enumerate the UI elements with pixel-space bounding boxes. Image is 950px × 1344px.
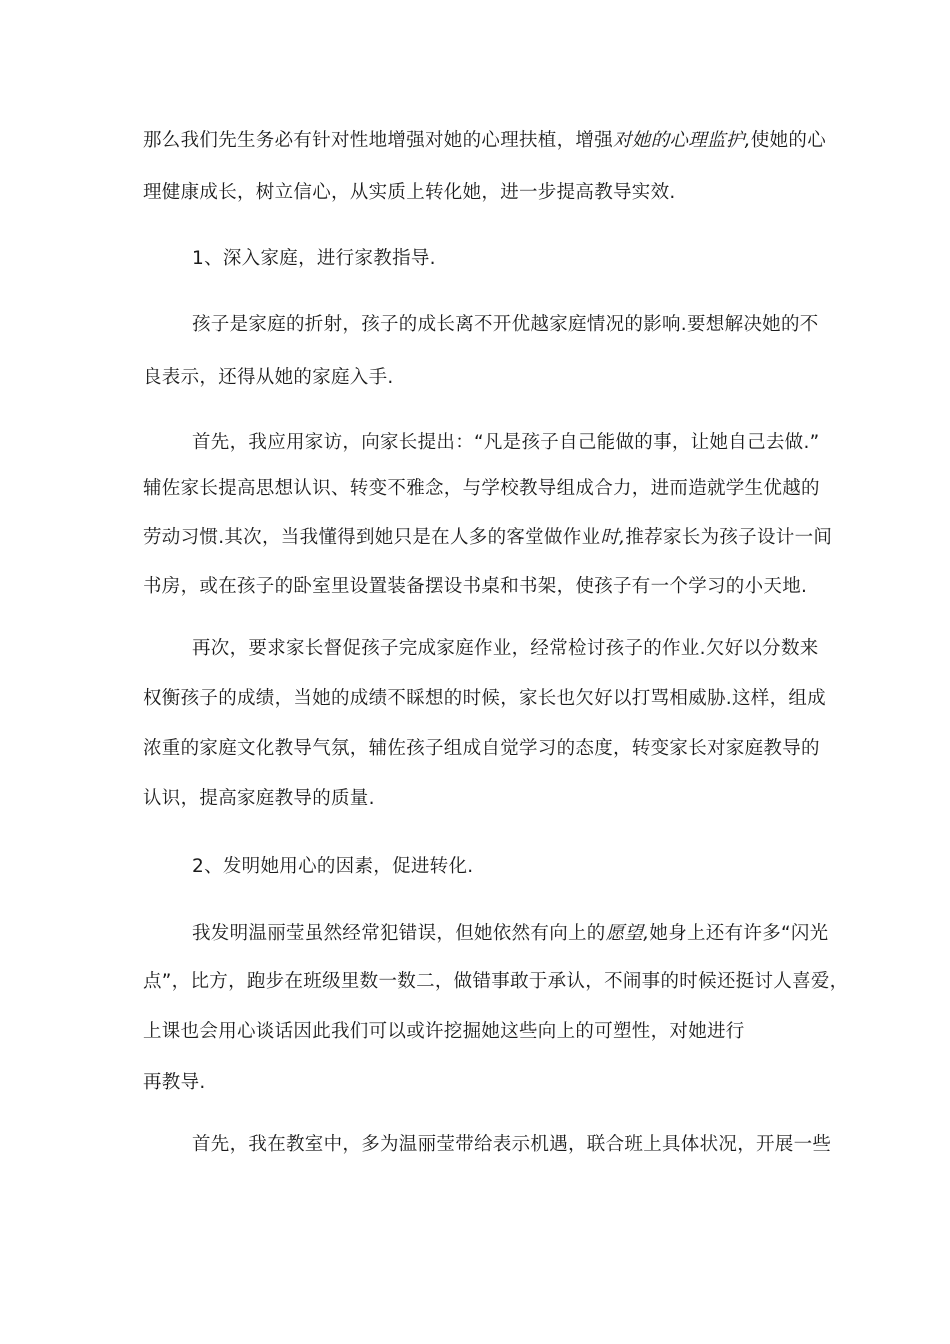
text-run: 认识，提高家庭教导的质量.: [143, 788, 375, 809]
text-run: 书房，或在孩子的卧室里设置装备摆设书桌和书架，使孩子有一个学习的小天地.: [143, 576, 808, 597]
section-heading: [192, 855, 473, 879]
text-run: 良表示，还得从她的家庭入手.: [143, 367, 394, 388]
text-line: [143, 970, 849, 994]
text-line: [143, 1020, 745, 1044]
italic-run: 愿望,: [605, 923, 650, 944]
text-line: [143, 526, 832, 550]
text-run: 劳动习惯.其次，当我懂得到她只是在人多的客堂做作业: [143, 527, 601, 548]
text-line: [192, 431, 820, 455]
italic-run: 时,: [600, 527, 626, 548]
text-run: 点”，比方，跑步在班级里数一数二，做错事敢于承认，不闹事的时候还挺讨人喜爱，: [143, 971, 849, 992]
text-line: [143, 687, 826, 711]
text-line: [143, 477, 820, 501]
text-run: 首先，我应用家访，向家长提出：“凡是孩子自己能做的事，让她自己去做.”: [192, 432, 820, 453]
text-line: [192, 1133, 831, 1157]
text-run: 再教导.: [143, 1072, 206, 1093]
text-run: 推荐家长为孩子设计一间: [625, 527, 833, 548]
text-line: [143, 181, 676, 205]
text-line: [192, 922, 828, 946]
text-line: [143, 787, 375, 811]
text-line: [192, 637, 819, 661]
heading-text: 2、发明她用心的因素，促进转化.: [192, 856, 474, 877]
text-run: 浓重的家庭文化教导气氛，辅佐孩子组成自觉学习的态度，转变家长对家庭教导的: [143, 738, 820, 759]
text-run: 理健康成长，树立信心，从实质上转化她，进一步提高教导实效.: [143, 182, 676, 203]
section-heading: [192, 247, 436, 271]
italic-run: 对她的心理监护,: [613, 130, 751, 151]
text-run: 再次，要求家长督促孩子完成家庭作业，经常检讨孩子的作业.欠好以分数来: [192, 638, 819, 659]
text-line: [192, 313, 819, 337]
text-run: 上课也会用心谈话因此我们可以或许挖掘她这些向上的可塑性，对她进行: [143, 1021, 745, 1042]
text-line: [143, 575, 807, 599]
heading-text: 1、深入家庭，进行家教指导.: [192, 248, 436, 269]
text-run: 孩子是家庭的折射，孩子的成长离不开优越家庭情况的影响.要想解决她的不: [192, 314, 819, 335]
text-run: 权衡孩子的成绩，当她的成绩不睬想的时候，家长也欠好以打骂相威胁.这样，组成: [143, 688, 826, 709]
text-run: 使她的心: [750, 130, 826, 151]
text-line: [143, 737, 820, 761]
text-run: 首先，我在教室中，多为温丽莹带给表示机遇，联合班上具体状况，开展一些: [192, 1134, 832, 1155]
text-run: 辅佐家长提高思想认识、转变不雅念，与学校教导组成合力，进而造就学生优越的: [143, 478, 820, 499]
text-run: 她身上还有许多“闪光: [649, 923, 829, 944]
text-run: 我发明温丽莹虽然经常犯错误，但她依然有向上的: [192, 923, 606, 944]
text-line: [143, 1071, 206, 1095]
text-line: [143, 366, 394, 390]
text-line: [143, 129, 826, 153]
text-run: 那么我们先生务必有针对性地增强对她的心理扶植，增强: [143, 130, 614, 151]
